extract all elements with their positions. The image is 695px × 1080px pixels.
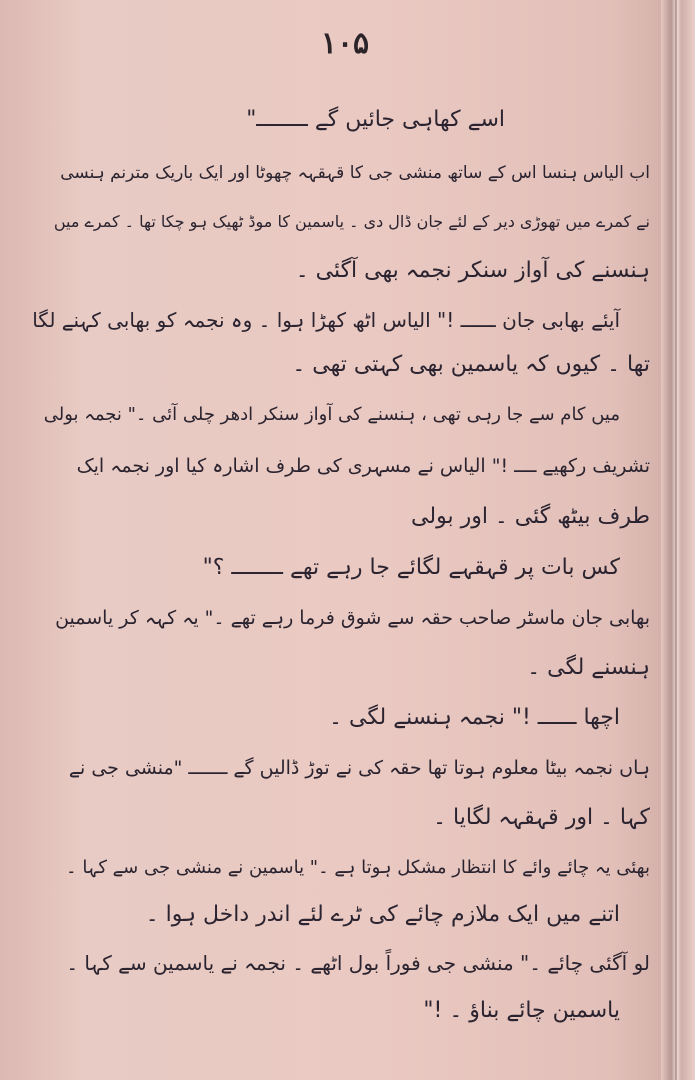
text-line-8: تشریف رکھیے ــــ !" الیاس نے مسہری کی طرف اشارہ کیا اور نجمہ ایک — [76, 455, 650, 477]
spine-fold-line — [675, 0, 677, 1080]
text-line-17: اتنے میں ایک ملازم چائے کی ٹرے لئے اندر داخل ہوا ۔ — [145, 902, 620, 927]
text-line-7: میں کام سے جا رہی تھی ، ہنسنے کی آواز سنکر ادھر چلی آئی ۔" نجمہ بولی — [43, 404, 620, 425]
book-spine — [661, 0, 695, 1080]
text-line-9: طرف بیٹھ گئی ۔ اور بولی — [411, 504, 650, 529]
text-line-5: آیئے بھابی جان ــــــ !" الیاس اٹھ کھڑا ہوا ۔ وہ نجمہ کو بھابی کہنے لگا — [32, 308, 620, 332]
text-line-6: تھا ۔ کیوں کہ یاسمین بھی کہتی تھی ۔ — [292, 352, 650, 377]
text-line-18: لو آگئی چائے ۔" منشی جی فوراً بول اٹھے ۔ نجمہ نے یاسمین سے کہا ۔ — [66, 951, 650, 975]
text-line-3: نے کمرے میں تھوڑی دیر کے لئے جان ڈال دی ۔ یاسمین کا موڈ ٹھیک ہو چکا تھا ۔ کمرے میں — [53, 212, 650, 231]
text-line-1: اسے کھاہی جائیں گے ــــــــ" — [246, 107, 505, 132]
text-line-2: اب الیاس ہنسا اس کے ساتھ منشی جی کا قہقہہ چھوٹا اور ایک باریک مترنم ہنسی — [60, 163, 650, 183]
text-line-19: یاسمین چائے بناؤ ۔ !" — [423, 998, 620, 1023]
text-line-13: اچھا ــــــ !" نجمہ ہنسنے لگی ۔ — [329, 705, 620, 730]
text-line-12: ہنسنے لگی ۔ — [527, 655, 650, 680]
text-line-16: بھئی یہ چائے وائے کا انتظار مشکل ہوتا ہے ۔" یاسمین نے منشی جی سے کہا ۔ — [66, 857, 650, 878]
text-line-14: ہاں نجمہ بیٹا معلوم ہوتا تھا حقہ کی نے توڑ ڈالیں گے ـــــــ "منشی جی نے — [68, 757, 650, 779]
text-line-15: کہا ۔ اور قہقہہ لگایا ۔ — [433, 805, 650, 830]
text-line-11: بھابی جان ماسٹر صاحب حقہ سے شوق فرما رہے تھے ۔" یہ کہہ کر یاسمین — [55, 607, 650, 629]
text-line-4: ہنسنے کی آواز سنکر نجمہ بھی آگئی ۔ — [295, 258, 650, 283]
page-number: ۱۰۵ — [320, 26, 370, 61]
text-line-10: کس بات پر قہقہے لگائے جا رہے تھے ــــــــ ؟" — [202, 555, 620, 580]
